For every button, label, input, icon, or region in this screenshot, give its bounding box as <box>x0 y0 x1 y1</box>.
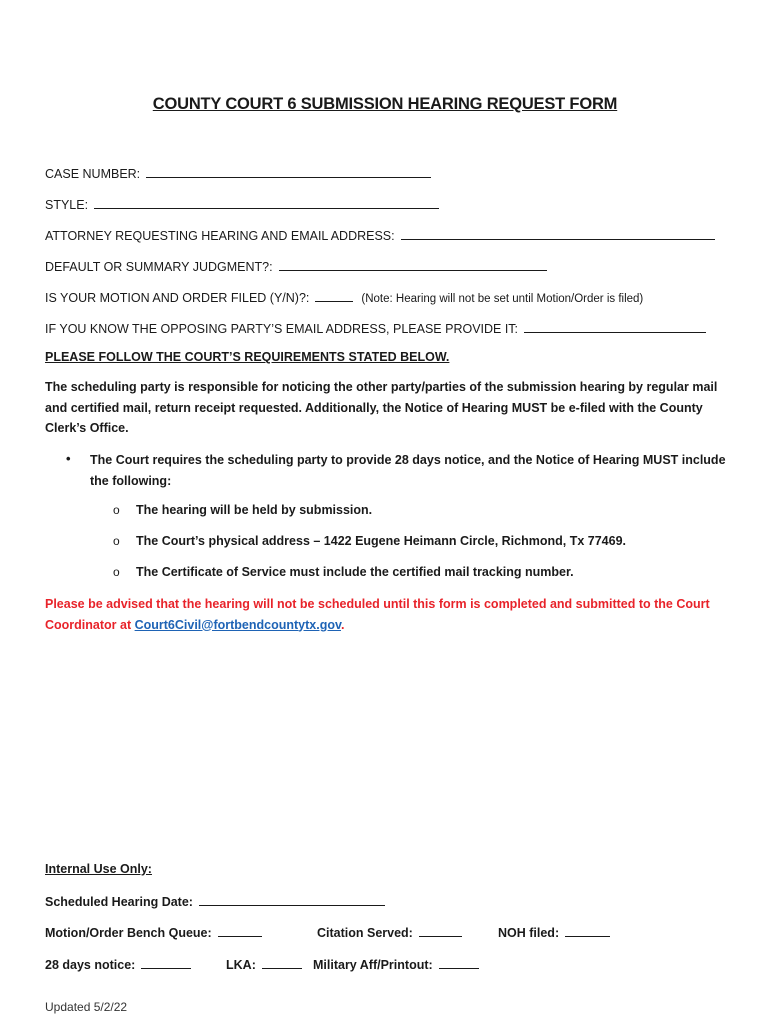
advisory-paragraph <box>45 594 725 635</box>
internal-use-heading: Internal Use Only: <box>45 862 152 876</box>
days-notice-row <box>45 956 191 972</box>
default-label: DEFAULT OR SUMMARY JUDGMENT?: <box>45 260 273 274</box>
default-field[interactable] <box>279 258 547 271</box>
citation-served-field[interactable] <box>419 924 462 937</box>
default-row <box>45 258 547 274</box>
scheduling-paragraph: The scheduling party is responsible for noticing the other party/parties of the submission hearing by regular mail and certified mail, return receipt requested. Additionally, the Notice of Hearing MUST be e-filed with the County Clerk’s Office. <box>45 380 718 435</box>
lka-label: LKA: <box>226 958 256 972</box>
military-label: Military Aff/Printout: <box>313 958 433 972</box>
style-label: STYLE: <box>45 198 89 212</box>
lka-field[interactable] <box>262 956 302 969</box>
court-coordinator-email-link[interactable]: Court6Civil@fortbendcountytx.gov <box>134 617 341 632</box>
case-number-row <box>45 165 431 181</box>
sub-item-marker: o <box>113 503 120 517</box>
opposing-row <box>45 320 706 336</box>
days-notice-field[interactable] <box>141 956 191 969</box>
sub-item: The Court’s physical address – 1422 Eugene Heimann Circle, Richmond, Tx 77469. <box>136 534 626 548</box>
citation-served-row <box>317 924 462 940</box>
advisory-text: Please be advised that the hearing will not be scheduled until this form is completed and submitted to the Court Coordinator at <box>45 597 710 632</box>
motion-filed-note: (Note: Hearing will not be set until Motion/Order is filed) <box>361 293 644 305</box>
bench-queue-row <box>45 924 262 940</box>
case-number-field[interactable] <box>146 165 431 178</box>
attorney-row <box>45 227 715 243</box>
bullet-marker: • <box>66 451 71 466</box>
sub-item-marker: o <box>113 565 120 579</box>
sub-item-marker: o <box>113 534 120 548</box>
advisory-suffix: . <box>341 617 345 632</box>
military-field[interactable] <box>439 956 479 969</box>
sub-item: The Certificate of Service must include the certified mail tracking number. <box>136 565 574 579</box>
motion-filed-field[interactable] <box>315 289 353 302</box>
attorney-label: ATTORNEY REQUESTING HEARING AND EMAIL ADDRESS: <box>45 229 395 243</box>
scheduled-date-label: Scheduled Hearing Date: <box>45 895 193 909</box>
style-field[interactable] <box>94 196 439 209</box>
bench-queue-label: Motion/Order Bench Queue: <box>45 926 212 940</box>
opposing-label: IF YOU KNOW THE OPPOSING PARTY’S EMAIL ADDRESS, PLEASE PROVIDE IT: <box>45 322 519 336</box>
opposing-email-field[interactable] <box>524 320 706 333</box>
noh-filed-field[interactable] <box>565 924 610 937</box>
motion-filed-label: IS YOUR MOTION AND ORDER FILED (Y/N)?: <box>45 291 310 305</box>
days-notice-label: 28 days notice: <box>45 958 136 972</box>
updated-date: Updated 5/2/22 <box>45 1000 128 1014</box>
requirements-heading: PLEASE FOLLOW THE COURT’S REQUIREMENTS STATED BELOW. <box>45 350 450 364</box>
attorney-field[interactable] <box>401 227 715 240</box>
style-row <box>45 196 439 212</box>
military-row <box>313 956 479 972</box>
sub-item: The hearing will be held by submission. <box>136 503 373 517</box>
scheduled-date-field[interactable] <box>199 893 385 906</box>
bullet-text: The Court requires the scheduling party to provide 28 days notice, and the Notice of Hearing MUST include the following: <box>90 453 726 488</box>
motion-filed-row <box>45 289 643 305</box>
lka-row <box>226 956 302 972</box>
page-title: COUNTY COURT 6 SUBMISSION HEARING REQUEST FORM <box>152 95 618 113</box>
noh-filed-label: NOH filed: <box>498 926 560 940</box>
noh-filed-row <box>498 924 610 940</box>
scheduled-date-row <box>45 893 385 909</box>
bench-queue-field[interactable] <box>218 924 262 937</box>
citation-served-label: Citation Served: <box>317 926 413 940</box>
case-number-label: CASE NUMBER: <box>45 167 141 181</box>
